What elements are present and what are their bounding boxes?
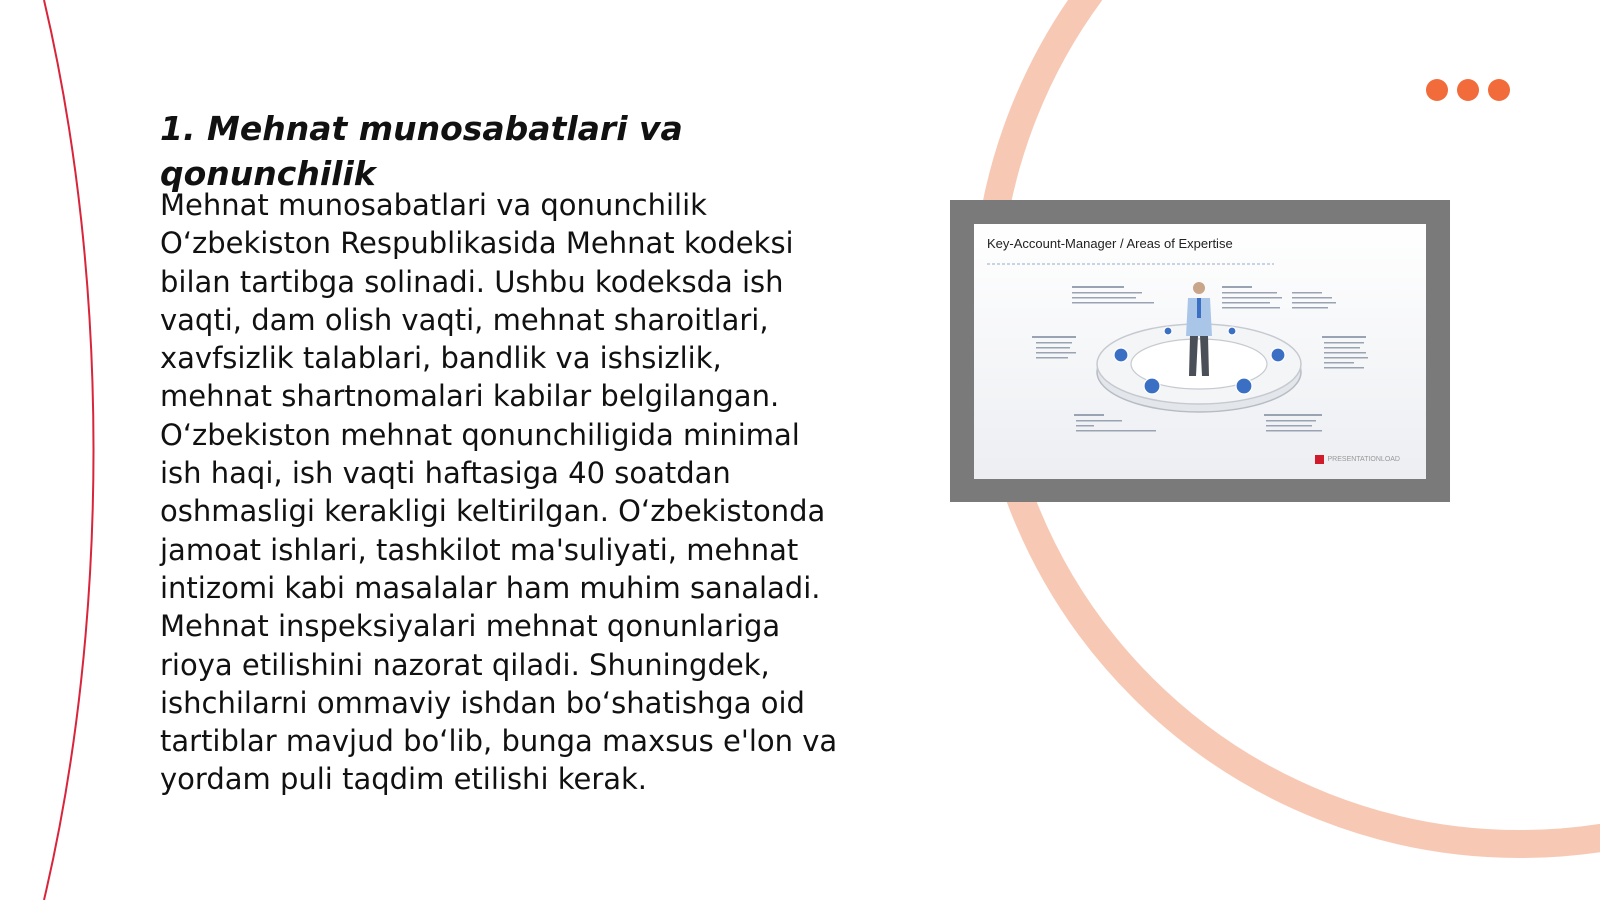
slide-body-text: Mehnat munosabatlari va qonunchilik O‘zbekiston Respublikasida Mehnat kodeksi bilan tartibga solinadi. Ushbu kodeksda ish vaqti, dam olish vaqti, mehnat sharoitlari, xavfsizlik talablari, bandlik va ishsizlik, mehnat shartnomalari kabilar belgilangan. O‘zbekiston mehnat qonunchiligida minimal ish haqi, ish vaqti haftasiga 40 soatdan oshmasligi kerakligi keltirilgan. O‘zbekistonda jamoat ishlari, tashkilot ma'suliyati, mehnat intizomi kabi masalalar ham muhim sanaladi. Mehnat inspeksiyalari mehnat qonunlariga rioya etilishini nazorat qiladi. Shuningdek, ishchilarni ommaviy ishdan bo‘shatishga oid tartiblar mavjud bo‘lib, bunga maxsus e'lon va yordam puli taqdim etilishi kerak.: [160, 188, 838, 797]
slide-thumbnail: [950, 200, 1450, 502]
thumbnail-title: Key-Account-Manager / Areas of Expertise: [987, 236, 1233, 251]
three-dots-icon: [1426, 79, 1510, 101]
dot-3: [1488, 79, 1510, 101]
logo-icon: [1315, 455, 1324, 464]
dot-2: [1457, 79, 1479, 101]
left-red-curve: [44, 0, 94, 900]
slide-title: 1. Mehnat munosabatlari va qonunchilik: [160, 109, 683, 193]
presentationload-logo: [1315, 455, 1400, 464]
brand-text: PRESENTATIONLOAD: [1327, 456, 1400, 463]
expertise-diagram: [974, 224, 1426, 479]
dot-1: [1426, 79, 1448, 101]
thumbnail-slide: [974, 224, 1426, 479]
